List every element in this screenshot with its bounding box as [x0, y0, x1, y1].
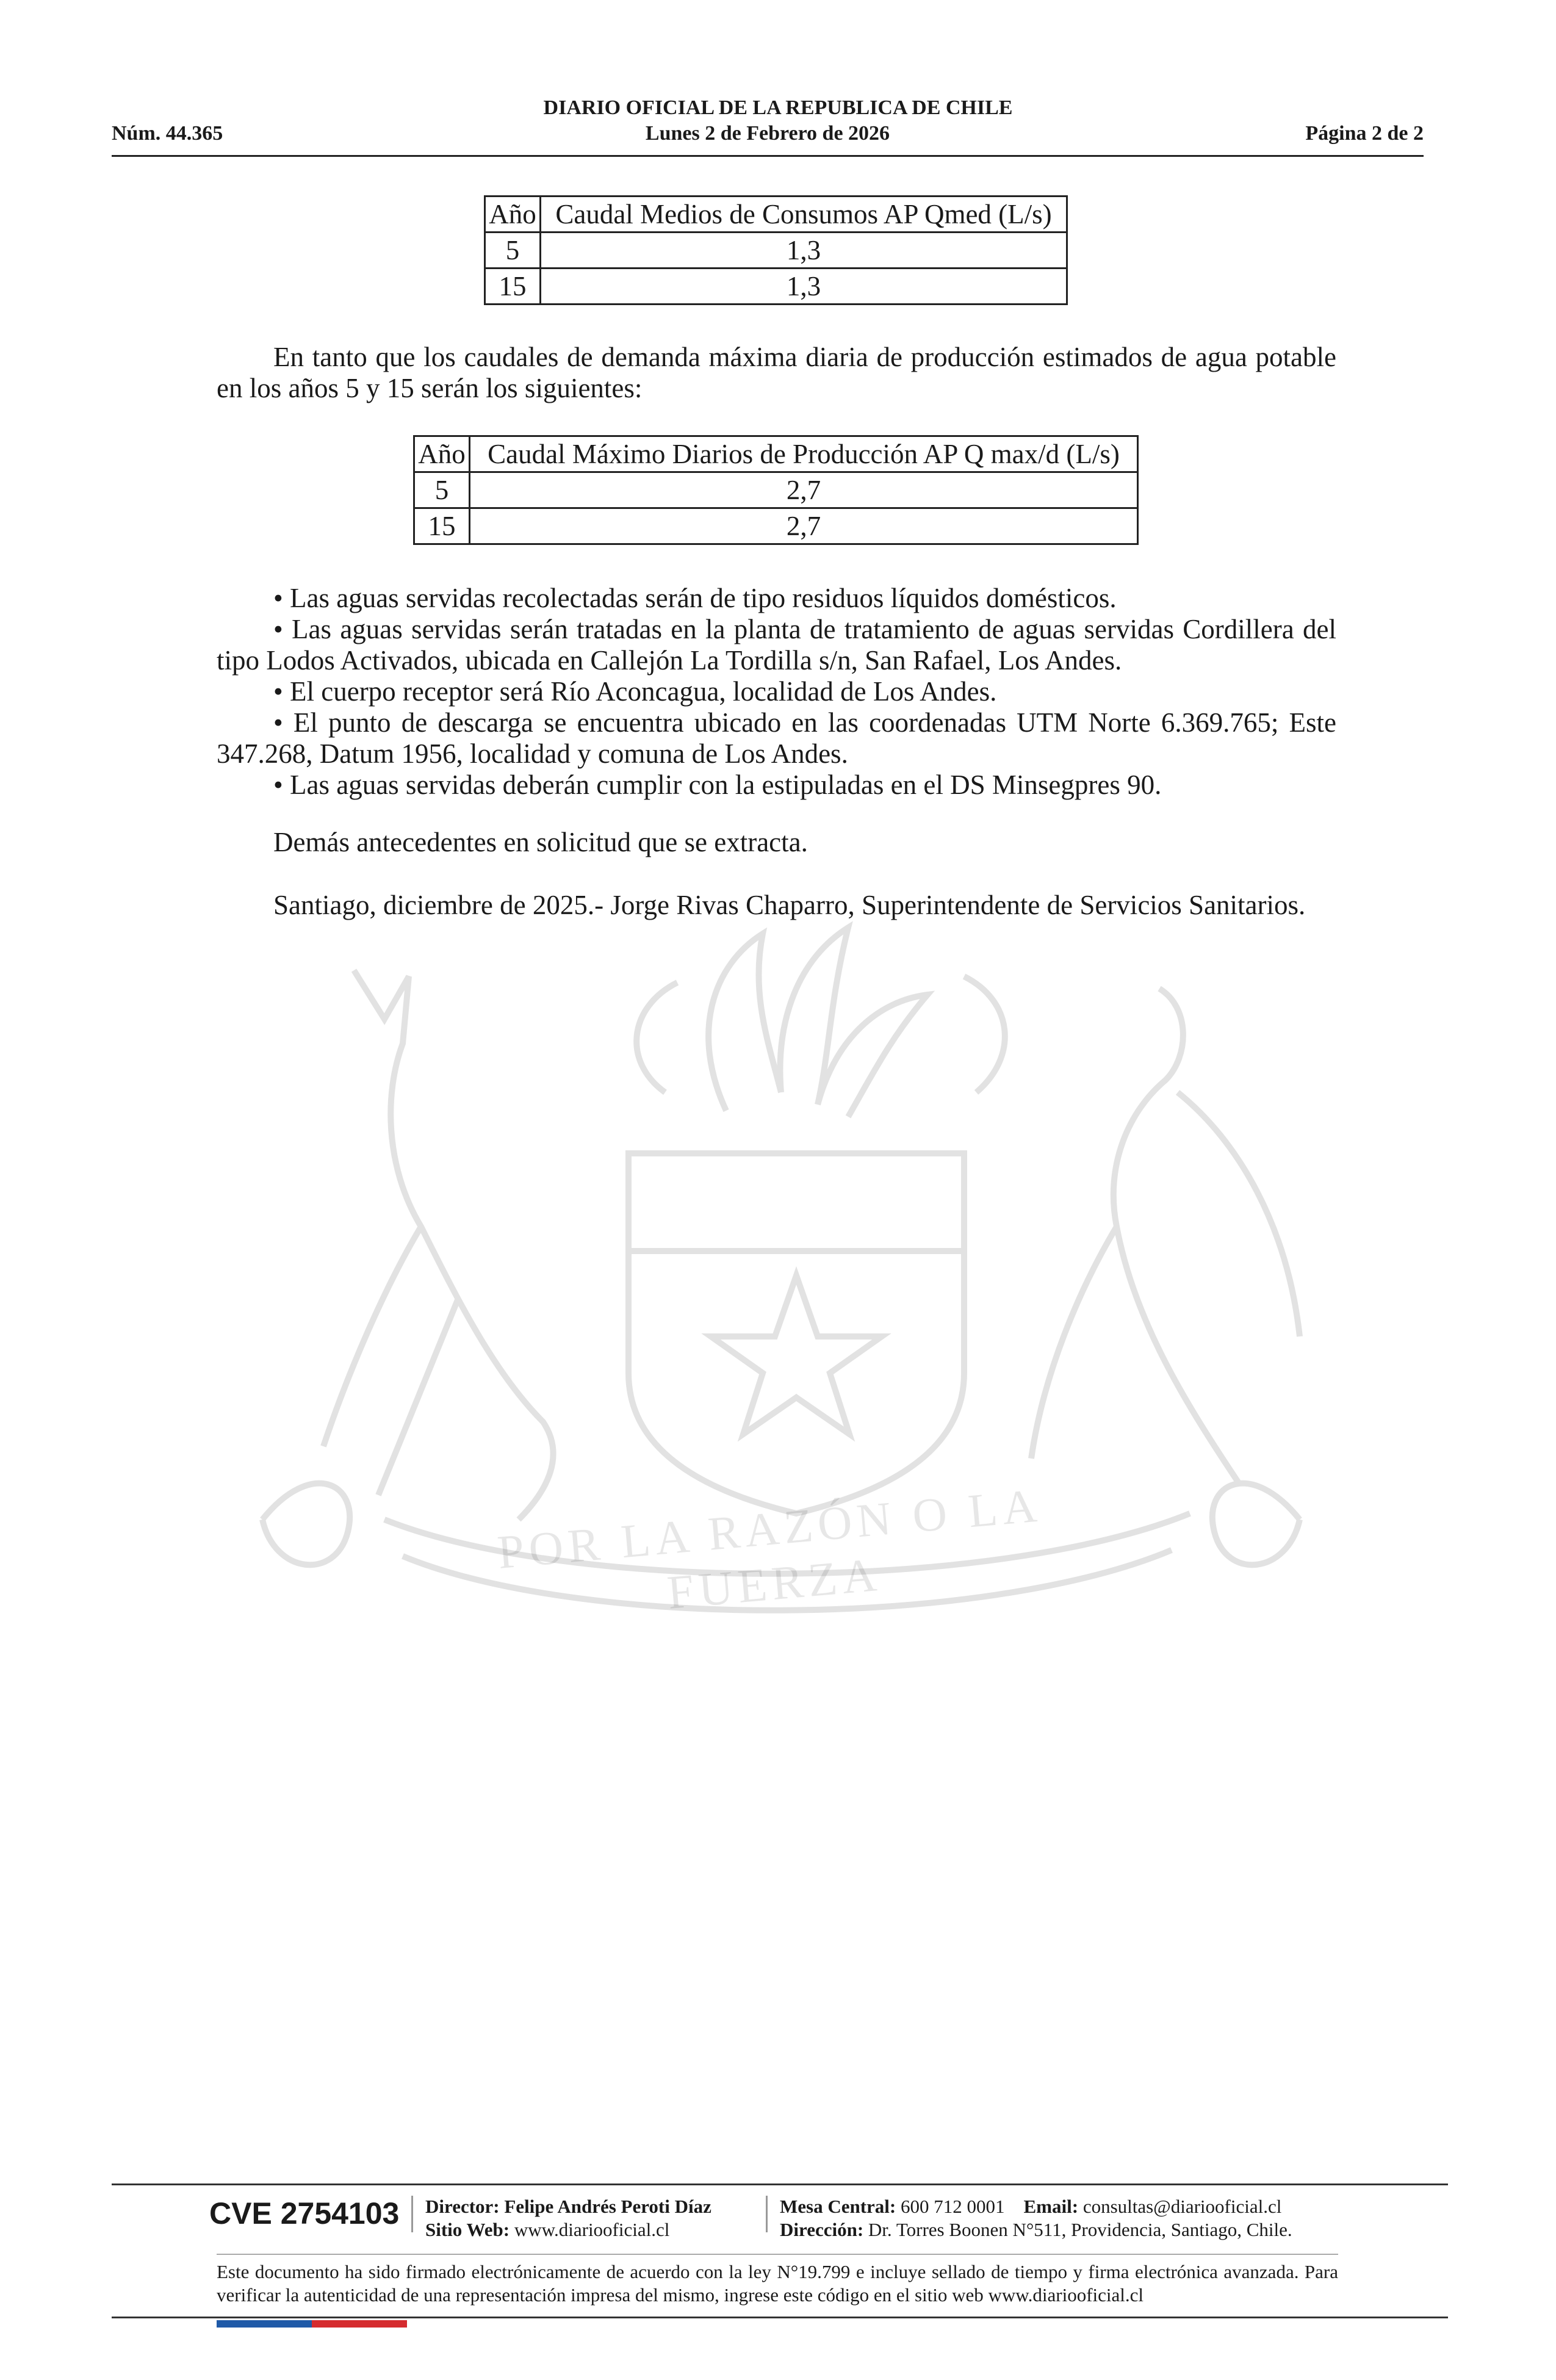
table-row [414, 508, 1138, 544]
table-header-row [414, 436, 1138, 472]
flag-stripe-blue [217, 2320, 312, 2328]
table-row [414, 472, 1138, 508]
signature-notice: Este documento ha sido firmado electrónicamente de acuerdo con la ley N°19.799 e incluye sellado de tiempo y firma electrónica avanzada. Para verificar la autenticidad de una representación impresa del mismo, ingrese este código en el sitio web www.diariooficial.cl [217, 2261, 1338, 2306]
footer-director-block [425, 2195, 711, 2241]
table-header-year: Año [414, 436, 470, 472]
mesa-label: Mesa Central: [780, 2196, 896, 2217]
list-item: • El cuerpo receptor será Río Aconcagua, localidad de Los Andes. [273, 676, 997, 707]
consumption-flow-table [484, 195, 1068, 305]
header-row [112, 122, 1424, 150]
intro-paragraph [217, 342, 1336, 404]
table-cell-year: 5 [485, 233, 541, 269]
intro-text: En tanto que los caudales de demanda máxima diaria de producción estimados de agua potable en los años 5 y 15 serán los siguientes: [217, 342, 1336, 403]
website-link[interactable]: www.diariooficial.cl [514, 2219, 670, 2240]
table-cell-year: 15 [485, 269, 541, 305]
director-line [425, 2195, 711, 2218]
table-cell-year: 15 [414, 508, 470, 544]
table-cell-value: 2,7 [470, 472, 1138, 508]
table-cell-value: 1,3 [541, 269, 1067, 305]
list-item: • Las aguas servidas deberán cumplir con la estipuladas en el DS Minsegpres 90. [273, 770, 1162, 800]
table-header-row [485, 197, 1067, 233]
closing-paragraph [217, 827, 1336, 858]
footer-divider-top [112, 2183, 1448, 2185]
footer-divider-bottom [112, 2317, 1448, 2318]
flag-stripe-red [312, 2320, 407, 2328]
footer-separator [766, 2196, 768, 2232]
newspaper-title: DIARIO OFICIAL DE LA REPUBLICA DE CHILE [543, 96, 1013, 119]
table-row [485, 233, 1067, 269]
table-header-year: Año [485, 197, 541, 233]
contact-line [780, 2195, 1292, 2218]
email-label: Email: [1023, 2196, 1079, 2217]
footer-separator [411, 2196, 413, 2232]
address-line [780, 2218, 1292, 2241]
issue-number: Núm. 44.365 [112, 122, 223, 145]
cve-code: CVE 2754103 [209, 2196, 400, 2230]
director-label: Director: [425, 2196, 500, 2217]
bullet-list [217, 583, 1336, 801]
website-label: Sitio Web: [425, 2219, 510, 2240]
table-header-flow: Caudal Máximo Diarios de Producción AP Q max/d (L/s) [470, 436, 1138, 472]
address-label: Dirección: [780, 2219, 864, 2240]
watermark-motto: POR LA RAZÓN O LA FUERZA [495, 1478, 1044, 1619]
list-item: • Las aguas servidas serán tratadas en la planta de tratamiento de aguas servidas Cordillera del tipo Lodos Activados, ubicada en Callejón La Tordilla s/n, San Rafael, Los Andes. [217, 614, 1336, 676]
website-line [425, 2218, 711, 2241]
table-cell-year: 5 [414, 472, 470, 508]
footer-divider-mid [217, 2254, 1338, 2255]
production-flow-table [413, 435, 1139, 545]
closing-text: Demás antecedentes en solicitud que se extracta. [273, 827, 808, 857]
table-row [485, 269, 1067, 305]
director-value: Felipe Andrés Peroti Díaz [504, 2196, 711, 2217]
header-divider [112, 155, 1424, 157]
signature-text: Santiago, diciembre de 2025.- Jorge Rivas Chaparro, Superintendente de Servicios Sanitarios. [273, 890, 1306, 920]
list-item: • Las aguas servidas recolectadas serán de tipo residuos líquidos domésticos. [273, 583, 1117, 613]
mesa-value: 600 712 0001 [901, 2196, 1005, 2217]
address-value: Dr. Torres Boonen N°511, Providencia, Santiago, Chile. [868, 2219, 1292, 2240]
page-number: Página 2 de 2 [1305, 122, 1424, 145]
email-link[interactable]: consultas@diariooficial.cl [1082, 2196, 1282, 2217]
table-cell-value: 1,3 [541, 233, 1067, 269]
table-cell-value: 2,7 [470, 508, 1138, 544]
footer-contact-block [780, 2195, 1292, 2241]
issue-date: Lunes 2 de Febrero de 2026 [645, 122, 890, 145]
table-header-flow: Caudal Medios de Consumos AP Qmed (L/s) [541, 197, 1067, 233]
list-item: • El punto de descarga se encuentra ubicado en las coordenadas UTM Norte 6.369.765; Este 347.268, Datum 1956, localidad y comuna de Los Andes. [217, 707, 1336, 769]
signature-paragraph [217, 890, 1336, 921]
